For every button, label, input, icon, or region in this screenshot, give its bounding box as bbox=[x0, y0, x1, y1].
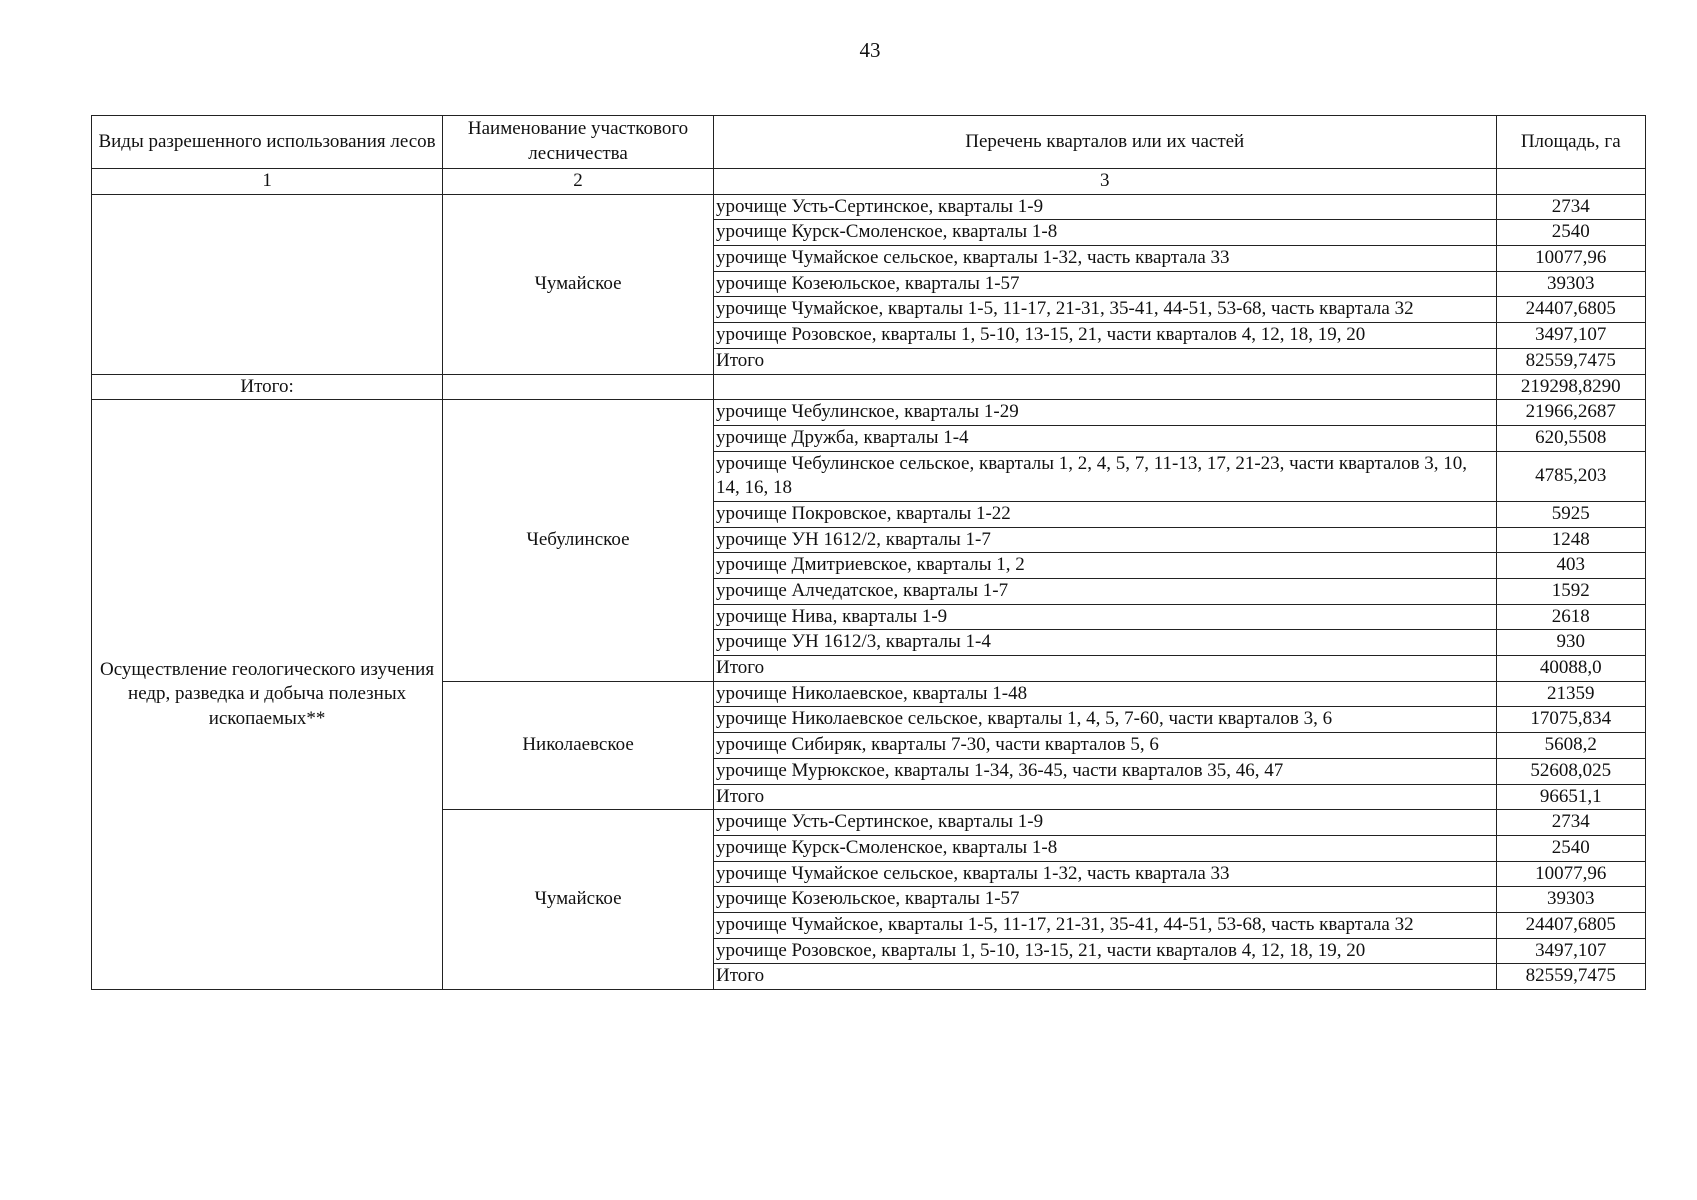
column-number bbox=[1496, 169, 1646, 195]
quarter-description: урочище Усть-Сертинское, кварталы 1-9 bbox=[713, 810, 1496, 836]
quarter-description: урочище Покровское, кварталы 1-22 bbox=[713, 501, 1496, 527]
use-type-cell bbox=[92, 194, 443, 374]
area-value: 4785,203 bbox=[1496, 451, 1646, 501]
table-row bbox=[92, 400, 1646, 426]
quarter-description: урочище Чумайское, кварталы 1-5, 11-17, 21-31, 35-41, 44-51, 53-68, часть квартала 32 bbox=[713, 297, 1496, 323]
header-quarters: Перечень кварталов или их частей bbox=[713, 116, 1496, 169]
area-value: 620,5508 bbox=[1496, 425, 1646, 451]
quarter-description: урочище Алчедатское, кварталы 1-7 bbox=[713, 579, 1496, 605]
area-value: 82559,7475 bbox=[1496, 964, 1646, 990]
quarter-description: урочище Чебулинское сельское, кварталы 1, 2, 4, 5, 7, 11-13, 17, 21-23, части кварталов 3, 10, 14, 16, 18 bbox=[713, 451, 1496, 501]
quarter-description: урочище Сибиряк, кварталы 7-30, части кварталов 5, 6 bbox=[713, 733, 1496, 759]
column-number: 1 bbox=[92, 169, 443, 195]
area-value: 5925 bbox=[1496, 501, 1646, 527]
area-value: 403 bbox=[1496, 553, 1646, 579]
area-value: 1592 bbox=[1496, 579, 1646, 605]
area-value: 2540 bbox=[1496, 835, 1646, 861]
quarter-description: урочище Розовское, кварталы 1, 5-10, 13-15, 21, части кварталов 4, 12, 18, 19, 20 bbox=[713, 323, 1496, 349]
quarter-description: урочище Курск-Смоленское, кварталы 1-8 bbox=[713, 220, 1496, 246]
forestry-name: Николаевское bbox=[443, 681, 714, 809]
quarter-description: Итого bbox=[713, 784, 1496, 810]
empty-cell bbox=[713, 374, 1496, 400]
header-forestry: Наименование участкового лесничества bbox=[443, 116, 714, 169]
column-number-row bbox=[92, 169, 1646, 195]
quarter-description: урочище Дмитриевское, кварталы 1, 2 bbox=[713, 553, 1496, 579]
quarter-description: урочище Чумайское, кварталы 1-5, 11-17, 21-31, 35-41, 44-51, 53-68, часть квартала 32 bbox=[713, 912, 1496, 938]
forestry-name: Чумайское bbox=[443, 810, 714, 990]
column-number: 3 bbox=[713, 169, 1496, 195]
quarter-description: урочище Чумайское сельское, кварталы 1-32, часть квартала 33 bbox=[713, 246, 1496, 272]
area-value: 17075,834 bbox=[1496, 707, 1646, 733]
table-row bbox=[92, 194, 1646, 220]
table-body bbox=[92, 194, 1646, 989]
area-value: 39303 bbox=[1496, 887, 1646, 913]
total-label: Итого: bbox=[92, 374, 443, 400]
quarter-description: урочище Чебулинское, кварталы 1-29 bbox=[713, 400, 1496, 426]
area-value: 96651,1 bbox=[1496, 784, 1646, 810]
quarter-description: Итого bbox=[713, 656, 1496, 682]
area-value: 52608,025 bbox=[1496, 758, 1646, 784]
area-value: 5608,2 bbox=[1496, 733, 1646, 759]
quarter-description: урочище Мурюкское, кварталы 1-34, 36-45, части кварталов 35, 46, 47 bbox=[713, 758, 1496, 784]
quarter-description: Итого bbox=[713, 348, 1496, 374]
quarter-description: урочище Николаевское, кварталы 1-48 bbox=[713, 681, 1496, 707]
quarter-description: урочище Чумайское сельское, кварталы 1-32, часть квартала 33 bbox=[713, 861, 1496, 887]
header-use-type: Виды разрешенного использования лесов bbox=[92, 116, 443, 169]
area-value: 21966,2687 bbox=[1496, 400, 1646, 426]
use-type-name: Осуществление геологического изучения недр, разведка и добыча полезных ископаемых** bbox=[92, 400, 443, 990]
quarter-description: урочище УН 1612/2, кварталы 1-7 bbox=[713, 527, 1496, 553]
area-value: 2734 bbox=[1496, 810, 1646, 836]
empty-cell bbox=[443, 374, 714, 400]
area-value: 2540 bbox=[1496, 220, 1646, 246]
quarter-description: урочище УН 1612/3, кварталы 1-4 bbox=[713, 630, 1496, 656]
column-number: 2 bbox=[443, 169, 714, 195]
area-value: 2734 bbox=[1496, 194, 1646, 220]
total-area: 219298,8290 bbox=[1496, 374, 1646, 400]
header-row bbox=[92, 116, 1646, 169]
quarter-description: урочище Козеюльское, кварталы 1-57 bbox=[713, 271, 1496, 297]
forestry-name: Чумайское bbox=[443, 194, 714, 374]
area-value: 21359 bbox=[1496, 681, 1646, 707]
quarter-description: Итого bbox=[713, 964, 1496, 990]
forest-use-table bbox=[91, 115, 1646, 990]
area-value: 39303 bbox=[1496, 271, 1646, 297]
quarter-description: урочище Курск-Смоленское, кварталы 1-8 bbox=[713, 835, 1496, 861]
area-value: 1248 bbox=[1496, 527, 1646, 553]
quarter-description: урочище Нива, кварталы 1-9 bbox=[713, 604, 1496, 630]
area-value: 40088,0 bbox=[1496, 656, 1646, 682]
quarter-description: урочище Козеюльское, кварталы 1-57 bbox=[713, 887, 1496, 913]
quarter-description: урочище Николаевское сельское, кварталы 1, 4, 5, 7-60, части кварталов 3, 6 bbox=[713, 707, 1496, 733]
quarter-description: урочище Дружба, кварталы 1-4 bbox=[713, 425, 1496, 451]
area-value: 3497,107 bbox=[1496, 938, 1646, 964]
total-row bbox=[92, 374, 1646, 400]
area-value: 10077,96 bbox=[1496, 861, 1646, 887]
quarter-description: урочище Розовское, кварталы 1, 5-10, 13-15, 21, части кварталов 4, 12, 18, 19, 20 bbox=[713, 938, 1496, 964]
forestry-name: Чебулинское bbox=[443, 400, 714, 682]
area-value: 24407,6805 bbox=[1496, 297, 1646, 323]
area-value: 24407,6805 bbox=[1496, 912, 1646, 938]
area-value: 930 bbox=[1496, 630, 1646, 656]
area-value: 10077,96 bbox=[1496, 246, 1646, 272]
area-value: 2618 bbox=[1496, 604, 1646, 630]
area-value: 3497,107 bbox=[1496, 323, 1646, 349]
page-number: 43 bbox=[859, 38, 881, 62]
area-value: 82559,7475 bbox=[1496, 348, 1646, 374]
header-area: Площадь, га bbox=[1496, 116, 1646, 169]
quarter-description: урочище Усть-Сертинское, кварталы 1-9 bbox=[713, 194, 1496, 220]
